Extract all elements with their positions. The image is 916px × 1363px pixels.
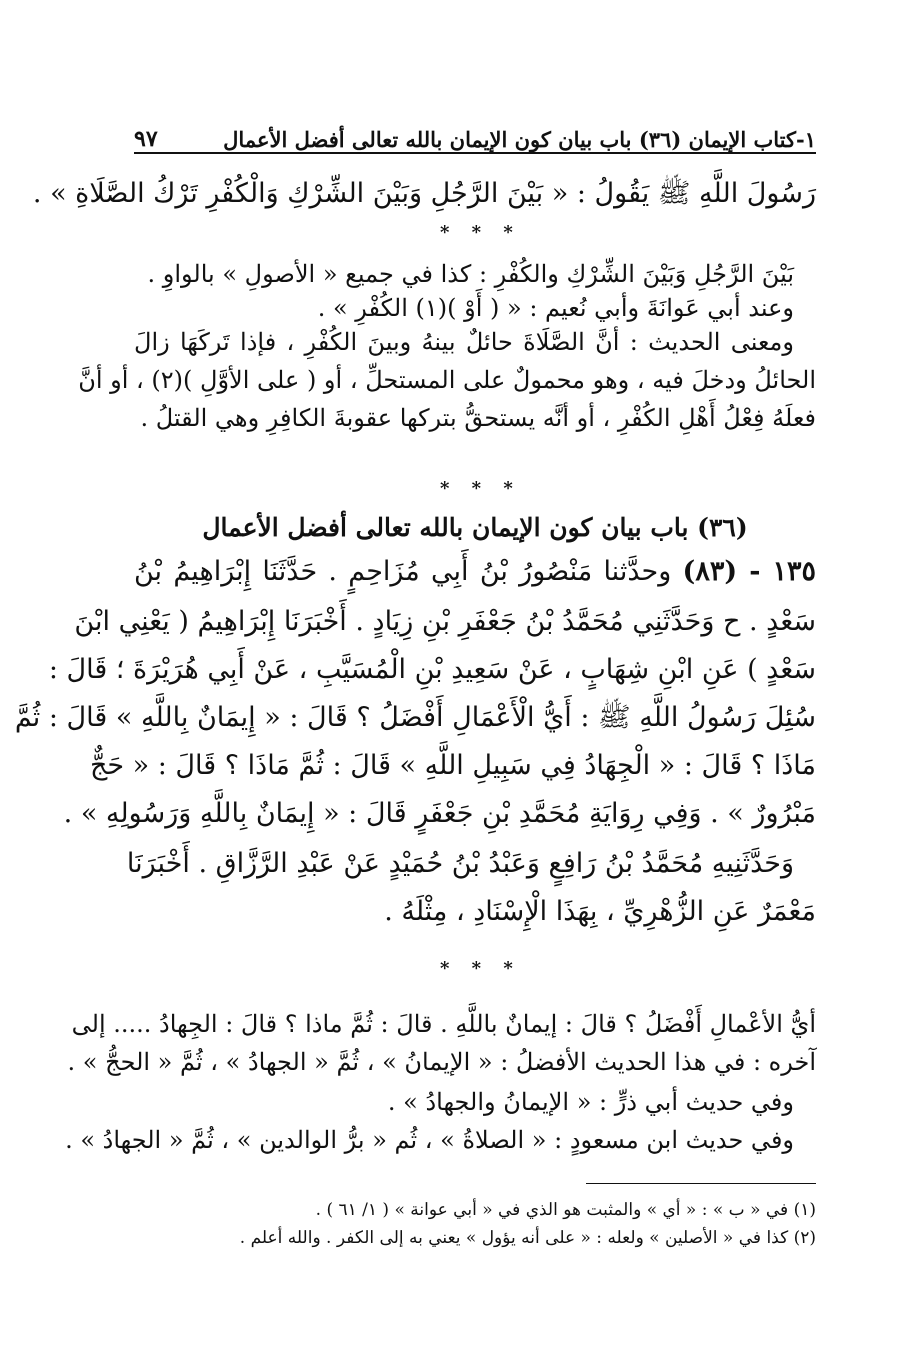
running-title: ١-كتاب الإيمان (٣٦) باب بيان كون الإيمان بالله تعالى أفضل الأعمال [223, 127, 816, 152]
separator-stars: * * * [440, 958, 521, 979]
separator-stars: * * * [440, 478, 521, 499]
chapter-title: (٣٦) باب بيان كون الإيمان بالله تعالى أفضل الأعمال [202, 513, 748, 542]
header-rule [134, 152, 816, 154]
hadith-line: سَعْدٍ ) عَنِ ابْنِ شِهَابٍ ، عَنْ سَعِيدِ بْنِ الْمُسَيَّبِ ، عَنْ أَبِي هُرَيْرَةَ ؛ قَالَ : [48, 654, 816, 685]
footnote-2: (٢) كذا في « الأصلين » ولعله : « على أنه يؤول » يعني به إلى الكفر . والله أعلم . [239, 1228, 816, 1248]
hadith-line: سَعْدٍ . ح وَحَدَّثَنِي مُحَمَّدُ بْنُ جَعْفَرِ بْنِ زِيَادٍ . أَخْبَرَنَا إِبْرَاهِيمُ ( يَعْنِي ابْنَ [74, 606, 816, 637]
footnotes [134, 1202, 816, 1258]
commentary-line: أيُّ الأعْمالِ أَفْضَلُ ؟ قالَ : إيمانٌ باللَّهِ . قالَ : ثُمَّ ماذا ؟ قالَ : الجِهادُ ..... إلى [71, 1010, 816, 1038]
commentary-line: ومعنى الحديث : أنَّ الصَّلَاةَ حائلٌ بينهُ وبينَ الكُفْرِ ، فإذا تَركَهَا زالَ [134, 328, 794, 356]
footnote-rule [586, 1183, 816, 1184]
previous-hadith-tail [32, 178, 816, 209]
commentary-line: بَيْنَ الرَّجُلِ وَبَيْنَ الشِّرْكِ والكُفْرِ : كذا في جميع « الأصولِ » بالواوِ . [147, 260, 794, 288]
hadith-line: سُئِلَ رَسُولُ اللَّهِ ﷺ : أَيُّ الْأَعْمَالِ أَفْضَلُ ؟ قَالَ : « إِيمَانٌ بِاللَّهِ » قَالَ : ثُمَّ [14, 702, 816, 733]
commentary-line: الحائلُ ودخلَ فيه ، وهو محمولٌ على المستحلِّ ، أو ( على الأوَّلِ )(٢) ، أو أنَّ [78, 366, 816, 394]
commentary-line: وعند أبي عَوانَةَ وأبي نُعيم : « ( أَوْ )(١) الكُفْرِ » . [317, 294, 794, 322]
commentary-line: فعلَهُ فِعْلُ أَهْلِ الكُفْرِ ، أو أنَّه يستحقُّ بتركها عقوبةَ الكافِرِ وهي القتلُ . [140, 404, 816, 432]
commentary-block-2 [65, 1010, 816, 1166]
hadith-first-line: وحدَّثنا مَنْصُورُ بْنُ أَبِي مُزَاحِمٍ . حَدَّثَنَا إِبْرَاهِيمُ بْنُ [134, 556, 672, 587]
page-number: ٩٧ [134, 126, 158, 152]
hadith-line: وَحَدَّثَنِيهِ مُحَمَّدُ بْنُ رَافِعٍ وَعَبْدُ بْنُ حُمَيْدٍ عَنْ عَبْدِ الرَّزَّاقِ . أَخْبَرَنَا [126, 848, 794, 879]
separator-stars: * * * [440, 222, 521, 243]
hadith-tail-line: رَسُولَ اللَّهِ ﷺ يَقُولُ : « بَيْنَ الرَّجُلِ وَبَيْنَ الشِّرْكِ وَالْكُفْرِ تَرْكُ الصَّلَاةِ » . [32, 178, 816, 209]
hadith-line [134, 558, 816, 608]
hadith-line: مَاذَا ؟ قَالَ : « الْجِهَادُ فِي سَبِيلِ اللَّهِ » قَالَ : ثُمَّ مَاذَا ؟ قَالَ : « حَجٌّ [89, 750, 816, 781]
hadith-line: مَعْمَرٌ عَنِ الزُّهْرِيِّ ، بِهَذَا الْإِسْنَادِ ، مِثْلَهُ . [384, 896, 816, 927]
hadith-number: ١٣٥ - (٨٣) [682, 556, 816, 587]
running-header [134, 112, 816, 152]
commentary-line: وفي حديث ابن مسعودٍ : « الصلاةُ » ، ثُم « برُّ الوالدين » ، ثُمَّ « الجهادُ » . [65, 1126, 794, 1154]
commentary-line: وفي حديث أبي ذرٍّ : « الإيمانُ والجهادُ » . [387, 1088, 794, 1116]
commentary-line: آخره : في هذا الحديث الأفضلُ : « الإيمانُ » ، ثُمَّ « الجهادُ » ، ثُمَّ « الحجُّ » . [67, 1048, 816, 1076]
commentary-block-1 [78, 260, 816, 444]
hadith-135 [14, 556, 816, 946]
hadith-line: مَبْرُورٌ » . وَفِي رِوَايَةِ مُحَمَّدِ بْنِ جَعْفَرٍ قَالَ : « إِيمَانٌ بِاللَّهِ وَرَسُولِهِ » . [63, 798, 816, 829]
footnote-1: (١) في « ب » : « أي » والمثبت هو الذي في « أبي عوانة » ( ١/ ٦١ ) . [315, 1200, 816, 1220]
